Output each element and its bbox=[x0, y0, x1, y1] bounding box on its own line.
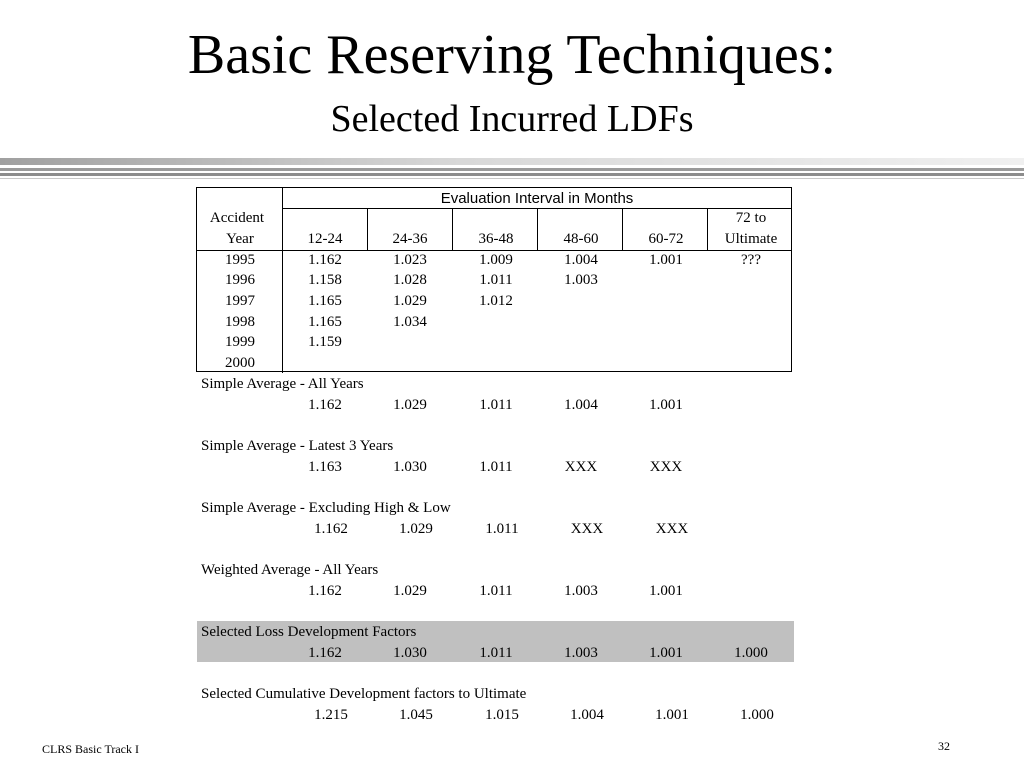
table-divider bbox=[367, 208, 368, 250]
average-value: 1.001 bbox=[649, 583, 683, 599]
page-number: 32 bbox=[938, 739, 950, 753]
average-value: 1.015 bbox=[485, 707, 519, 723]
average-value: 1.162 bbox=[308, 397, 342, 413]
average-value: 1.030 bbox=[393, 459, 427, 475]
table-divider bbox=[282, 188, 283, 373]
average-value: 1.162 bbox=[314, 521, 348, 537]
average-value: 1.003 bbox=[564, 645, 598, 661]
column-header: 36-48 bbox=[478, 231, 514, 247]
average-value: 1.011 bbox=[479, 583, 513, 599]
table-cell: ??? bbox=[741, 252, 761, 268]
accident-year: 1997 bbox=[225, 293, 255, 309]
column-header: 60-72 bbox=[648, 231, 684, 247]
column-header: 24-36 bbox=[392, 231, 428, 247]
table-divider bbox=[537, 208, 538, 250]
header-rule-2 bbox=[0, 168, 1024, 171]
accident-year: 1995 bbox=[225, 252, 255, 268]
table-cell: 1.009 bbox=[479, 252, 513, 268]
average-value: 1.029 bbox=[393, 397, 427, 413]
average-value: 1.162 bbox=[308, 583, 342, 599]
table-cell: 1.023 bbox=[393, 252, 427, 268]
average-value: 1.011 bbox=[479, 397, 513, 413]
average-value: 1.162 bbox=[308, 645, 342, 661]
average-value: XXX bbox=[649, 459, 683, 475]
table-cell: 1.159 bbox=[308, 334, 342, 350]
table-divider bbox=[452, 208, 453, 250]
column-header: 12-24 bbox=[307, 231, 343, 247]
average-value: 1.004 bbox=[564, 397, 598, 413]
column-header: 48-60 bbox=[563, 231, 599, 247]
average-value: 1.030 bbox=[393, 645, 427, 661]
average-value: 1.001 bbox=[649, 397, 683, 413]
average-label: Selected Loss Development Factors bbox=[201, 624, 417, 640]
table-cell: 1.029 bbox=[393, 293, 427, 309]
table-cell: 1.004 bbox=[564, 252, 598, 268]
accident-year-label: Year bbox=[226, 231, 254, 247]
average-label: Simple Average - All Years bbox=[201, 376, 364, 392]
accident-year: 1996 bbox=[225, 272, 255, 288]
average-value: 1.011 bbox=[485, 521, 519, 537]
table-cell: 1.012 bbox=[479, 293, 513, 309]
average-value: 1.045 bbox=[399, 707, 433, 723]
table-cell: 1.001 bbox=[649, 252, 683, 268]
average-value: 1.029 bbox=[399, 521, 433, 537]
average-label: Simple Average - Excluding High & Low bbox=[201, 500, 451, 516]
table-cell: 1.011 bbox=[479, 272, 513, 288]
average-value: 1.000 bbox=[734, 645, 768, 661]
average-value: XXX bbox=[570, 521, 604, 537]
table-cell: 1.158 bbox=[308, 272, 342, 288]
accident-year: 1999 bbox=[225, 334, 255, 350]
average-label: Simple Average - Latest 3 Years bbox=[201, 438, 394, 454]
slide-title: Basic Reserving Techniques: bbox=[187, 24, 837, 86]
average-value: 1.000 bbox=[740, 707, 774, 723]
table-cell: 1.028 bbox=[393, 272, 427, 288]
average-value: 1.003 bbox=[564, 583, 598, 599]
average-value: 1.001 bbox=[649, 645, 683, 661]
table-divider bbox=[707, 208, 708, 250]
table-cell: 1.165 bbox=[308, 314, 342, 330]
header-rule-1 bbox=[0, 158, 1024, 165]
average-value: XXX bbox=[564, 459, 598, 475]
average-value: 1.001 bbox=[655, 707, 689, 723]
average-value: 1.011 bbox=[479, 459, 513, 475]
average-value: XXX bbox=[655, 521, 689, 537]
average-label: Selected Cumulative Development factors to Ultimate bbox=[201, 686, 527, 702]
average-value: 1.029 bbox=[393, 583, 427, 599]
evaluation-interval-header: Evaluation Interval in Months bbox=[440, 190, 634, 207]
column-header: Ultimate bbox=[724, 231, 778, 247]
footer-label: CLRS Basic Track I bbox=[42, 742, 140, 756]
average-value: 1.215 bbox=[314, 707, 348, 723]
average-value: 1.004 bbox=[570, 707, 604, 723]
column-header: 72 to bbox=[735, 210, 767, 226]
table-divider bbox=[622, 208, 623, 250]
average-label: Weighted Average - All Years bbox=[201, 562, 379, 578]
slide-subtitle: Selected Incurred LDFs bbox=[330, 98, 694, 140]
table-cell: 1.165 bbox=[308, 293, 342, 309]
accident-year-label: Accident bbox=[209, 210, 265, 226]
table-cell: 1.162 bbox=[308, 252, 342, 268]
header-rule-3 bbox=[0, 173, 1024, 176]
accident-year: 1998 bbox=[225, 314, 255, 330]
average-value: 1.163 bbox=[308, 459, 342, 475]
accident-year: 2000 bbox=[225, 355, 255, 371]
average-value: 1.011 bbox=[479, 645, 513, 661]
table-cell: 1.034 bbox=[393, 314, 427, 330]
table-cell: 1.003 bbox=[564, 272, 598, 288]
header-rule-4 bbox=[0, 178, 1024, 179]
